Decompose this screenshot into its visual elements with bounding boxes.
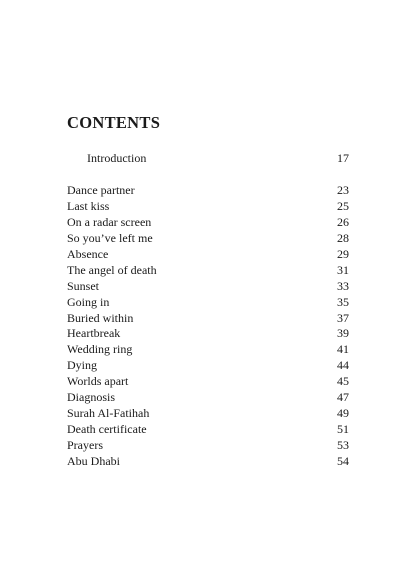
toc-entry xyxy=(67,246,349,262)
toc-entry xyxy=(67,230,349,246)
toc-entry xyxy=(67,310,349,326)
toc-entry xyxy=(67,437,349,453)
toc-entry-title: Introduction xyxy=(87,151,147,165)
toc-entry-title: Prayers xyxy=(67,438,103,452)
toc-entry-page-number: 47 xyxy=(337,390,349,405)
toc-entry-title: Going in xyxy=(67,294,110,309)
toc-entry-title: Last kiss xyxy=(67,198,110,213)
toc-entry xyxy=(67,182,349,198)
toc-entry-title: Dying xyxy=(67,358,97,373)
toc-entry-page-number: 39 xyxy=(337,326,349,341)
toc-entry xyxy=(67,389,349,405)
toc-entry-page-number: 17 xyxy=(337,151,349,165)
toc-entry xyxy=(67,198,349,214)
toc-entry-title: The angel of death xyxy=(67,262,157,277)
toc-entry xyxy=(67,214,349,230)
toc-entry-title: Absence xyxy=(67,246,109,261)
toc-entry-title: Dance partner xyxy=(67,183,135,197)
contents-heading: CONTENTS xyxy=(67,113,161,132)
toc-entry xyxy=(67,405,349,421)
toc-entry-page-number: 54 xyxy=(337,453,349,468)
toc-entry-page-number: 33 xyxy=(337,278,349,293)
toc-entry-page-number: 37 xyxy=(337,310,349,325)
toc-entry-page-number: 25 xyxy=(337,198,349,213)
toc-entry xyxy=(67,341,349,357)
toc-entry-title: Wedding ring xyxy=(67,342,133,357)
toc-entry xyxy=(67,373,349,389)
toc-entry-title: Surah Al-Fatihah xyxy=(67,406,150,421)
toc-entry-title: Buried within xyxy=(67,310,134,325)
toc-list xyxy=(67,182,349,469)
toc-entry-title: Sunset xyxy=(67,278,100,293)
toc-entry xyxy=(67,325,349,341)
toc-entry-page-number: 29 xyxy=(337,246,349,261)
toc-entry-title: On a radar screen xyxy=(67,214,152,229)
toc-entry-introduction xyxy=(67,150,349,166)
toc-entry-title: Worlds apart xyxy=(67,374,129,389)
toc-entry-page-number: 26 xyxy=(337,214,349,229)
toc-entry-page-number: 23 xyxy=(337,183,349,197)
toc-entry-title: Diagnosis xyxy=(67,390,115,405)
toc-entry-page-number: 44 xyxy=(337,358,349,373)
toc-entry-title: Abu Dhabi xyxy=(67,453,120,468)
toc-entry-page-number: 41 xyxy=(337,342,349,357)
toc-entry xyxy=(67,294,349,310)
toc-entry-page-number: 53 xyxy=(337,438,349,452)
toc-entry-page-number: 35 xyxy=(337,294,349,309)
toc-entry xyxy=(67,453,349,469)
toc-entry xyxy=(67,278,349,294)
toc-entry-page-number: 49 xyxy=(337,406,349,421)
toc-entry-title: Heartbreak xyxy=(67,326,121,341)
toc-entry-page-number: 51 xyxy=(337,422,349,437)
toc-entry xyxy=(67,262,349,278)
toc-entry xyxy=(67,421,349,437)
toc-entry-title: So you’ve left me xyxy=(67,230,153,245)
toc-entry-title: Death certificate xyxy=(67,422,147,437)
toc-entry-page-number: 45 xyxy=(337,374,349,389)
toc-entry-page-number: 31 xyxy=(337,262,349,277)
toc-entry xyxy=(67,357,349,373)
toc-entry-page-number: 28 xyxy=(337,230,349,245)
